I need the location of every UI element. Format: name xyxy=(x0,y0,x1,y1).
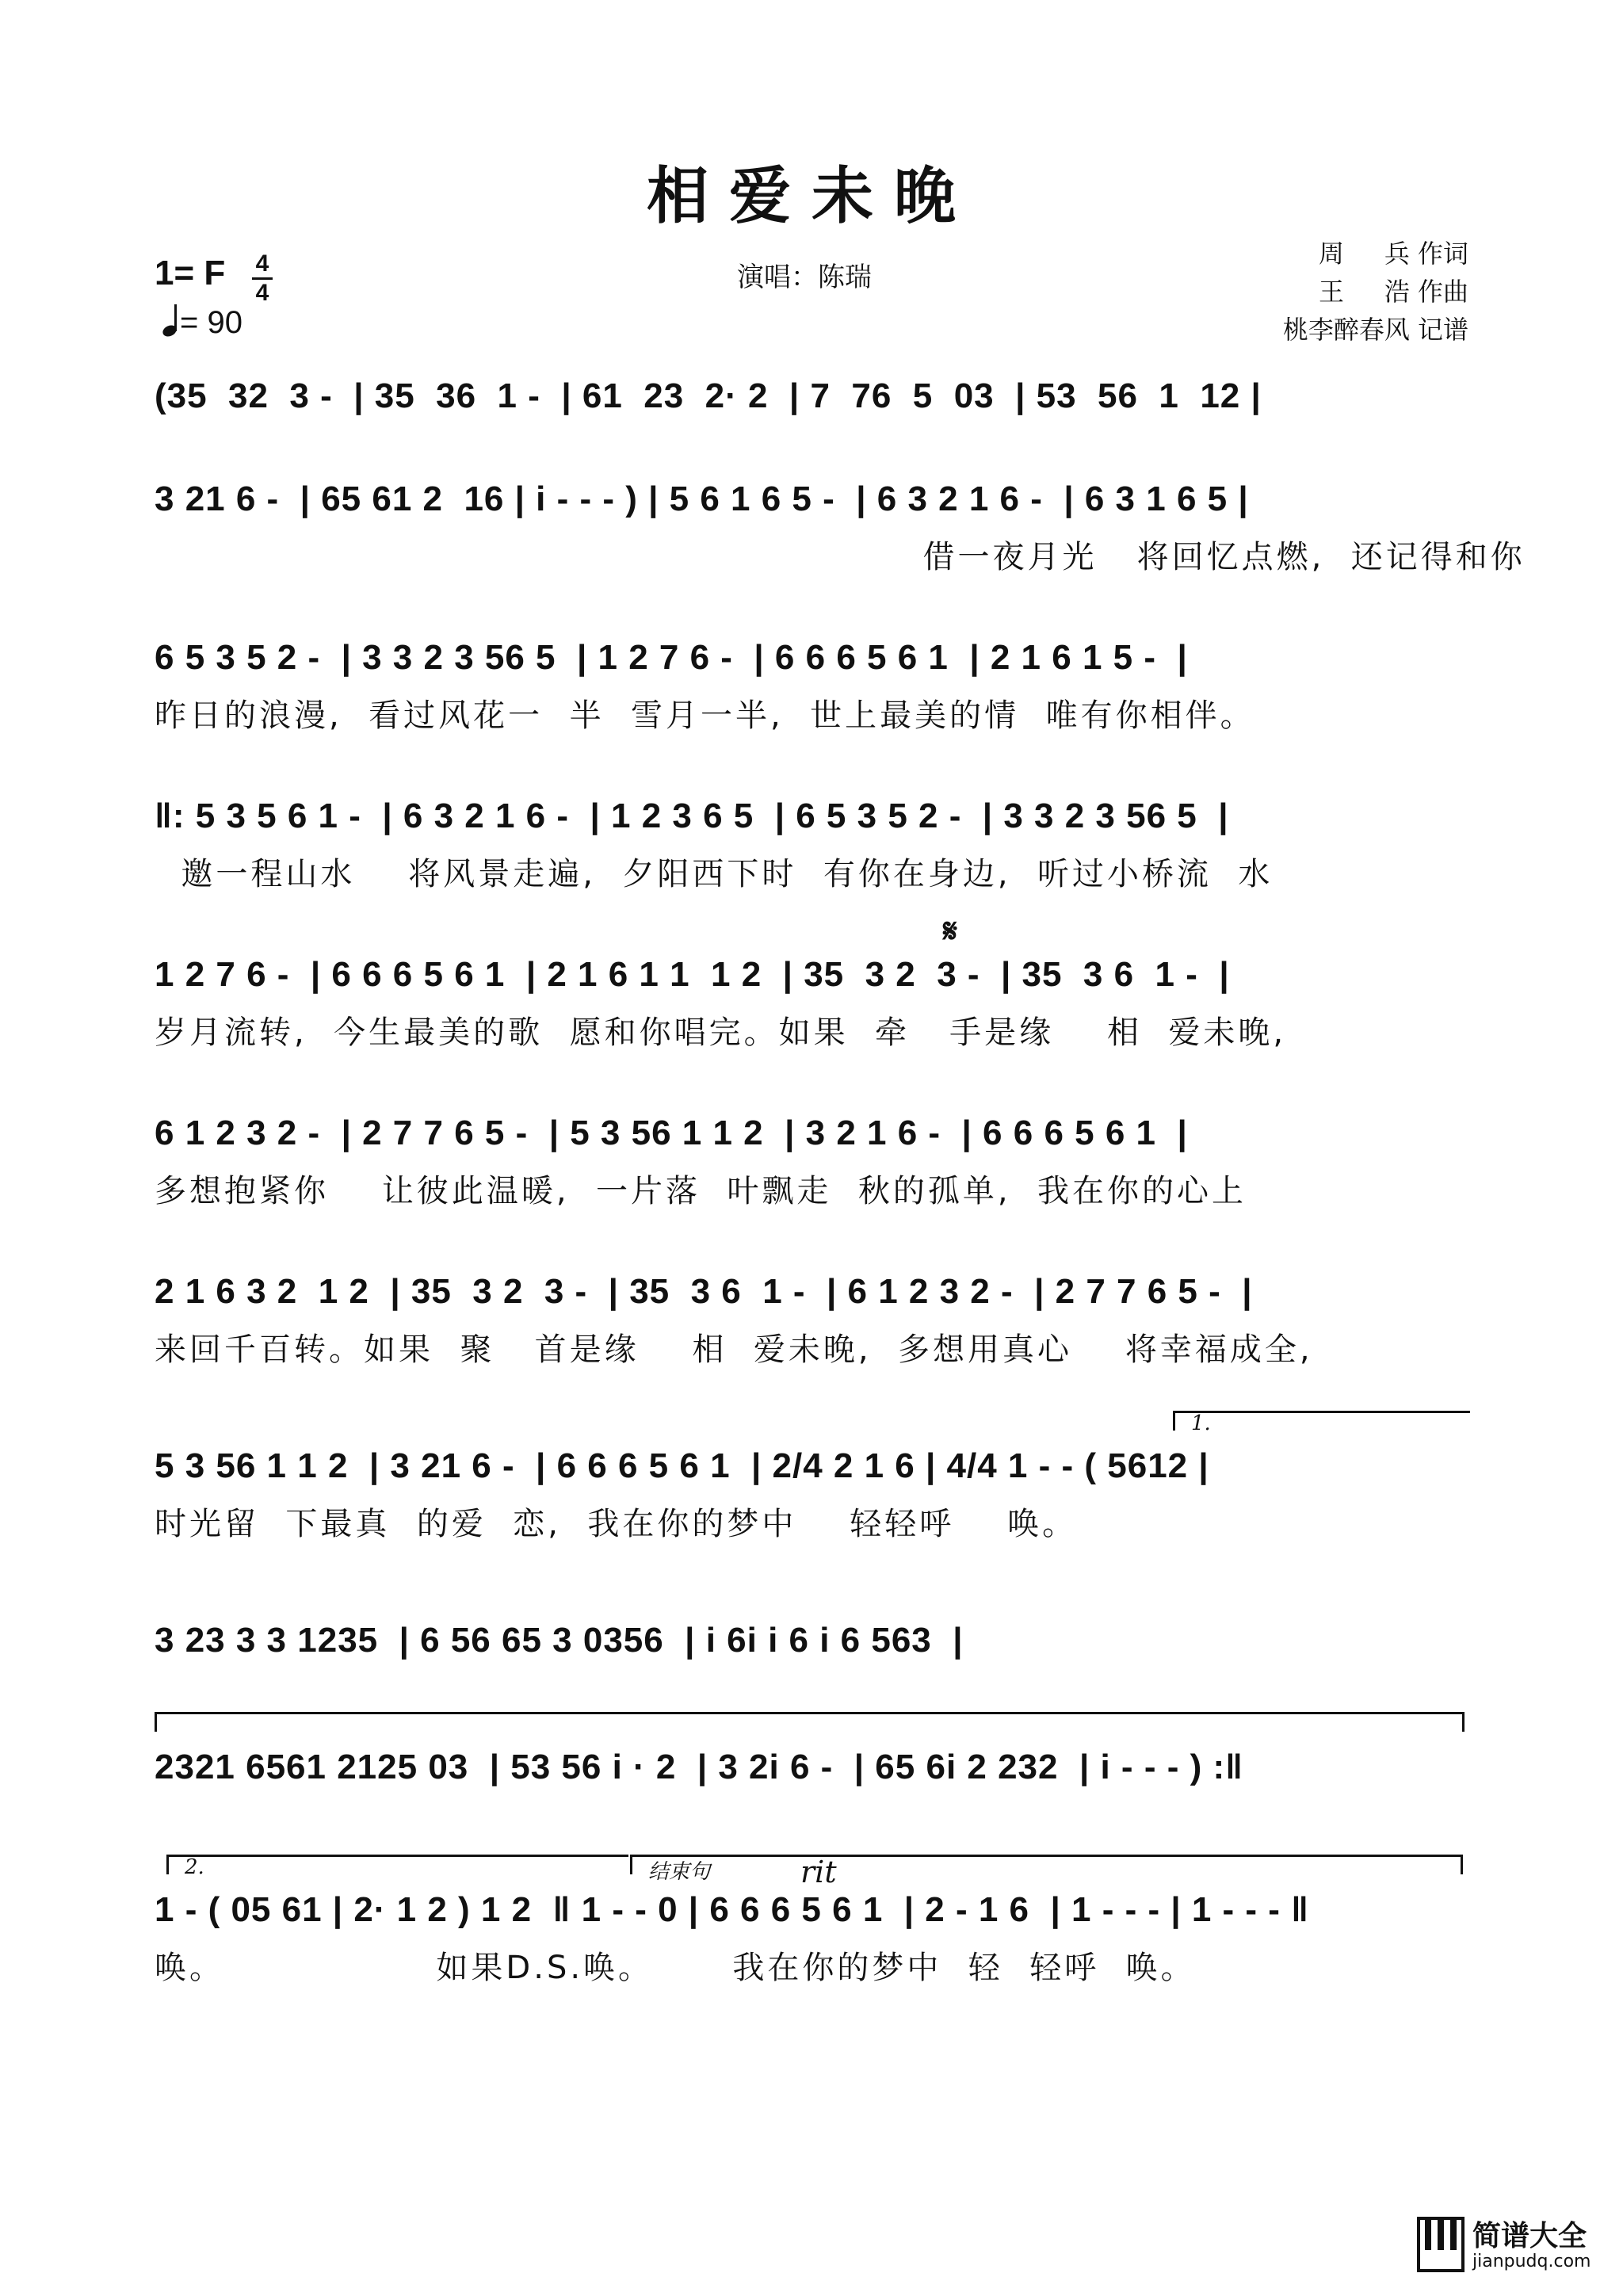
transcriber-credit: 桃李醉春风 记谱 xyxy=(1282,315,1468,345)
time-signature-bottom: 4 xyxy=(255,280,269,306)
time-signature xyxy=(252,252,273,305)
ending-bracket xyxy=(630,1855,1463,1884)
notes: 6 5 3 5 2 - | 3 3 2 3 56 5 | 1 2 7 6 - | 6 6 6 5 6 1 | 2 1 6 1 5 - | xyxy=(155,638,1188,677)
quarter-note-icon xyxy=(162,306,180,338)
lyrics: 来回千百转。如果 聚 首是缘 相 爱未晚, 多想用真心 将幸福成全, xyxy=(155,1331,1313,1368)
notes: 2 1 6 3 2 1 2 | 35 3 2 3 - | 35 3 6 1 - | 6 1 2 3 2 - | 2 7 7 6 5 - | xyxy=(155,1272,1253,1311)
singer-credit: 演唱：陈瑞 xyxy=(737,262,872,293)
volta-1-label: 1. xyxy=(1191,1412,1211,1435)
lyrics: 岁月流转, 今生最美的歌 愿和你唱完。如果 牵 手是缘 相 爱未晚, xyxy=(155,1014,1287,1051)
notes: ‖: 5 3 5 6 1 - | 6 3 2 1 6 - | 1 2 3 6 5 | 6 5 3 5 2 - | 3 3 2 3 56 5 | xyxy=(155,797,1229,835)
tempo-marking xyxy=(162,305,242,341)
notes: 1 - ( 05 61 | 2· 1 2 ) 1 2 ‖ 1 - - 0 | 6 6 6 5 6 1 | 2 - 1 6 | 1 - - - | 1 - - - ‖ xyxy=(155,1890,1310,1929)
volta-2-bracket xyxy=(166,1855,628,1879)
notes: (35 32 3 - | 35 36 1 - | 61 23 2· 2 | 7 76 5 03 | 53 56 1 12 | xyxy=(155,376,1262,415)
volta-2-label: 2. xyxy=(185,1855,204,1879)
key-signature: 1= F xyxy=(155,254,226,292)
tempo-value: = 90 xyxy=(180,305,242,340)
piano-keys-icon xyxy=(1417,2217,1465,2272)
time-signature-top: 4 xyxy=(255,250,269,277)
repeat-bracket xyxy=(155,1712,1465,1732)
lyricist-credit: 周 兵 作词 xyxy=(1318,239,1468,269)
volta-1-bracket xyxy=(1173,1411,1470,1435)
credits xyxy=(1283,235,1468,349)
rit-marking: rit xyxy=(800,1855,837,1889)
site-logo[interactable] xyxy=(1417,2212,1599,2282)
lyrics: 时光留 下最真 的爱 恋, 我在你的梦中 轻轻呼 唤。 xyxy=(155,1506,1078,1542)
notes: 3 23 3 3 1235 | 6 56 65 3 0356 | i 6i i 6 i 6 563 | xyxy=(155,1621,964,1660)
lyrics: 昨日的浪漫, 看过风花一 半 雪月一半, 世上最美的情 唯有你相伴。 xyxy=(155,697,1255,734)
ending-label: 结束句 xyxy=(648,1860,711,1884)
notes: 2321 6561 2125 03 | 53 56 i · 2 | 3 2i 6 - | 65 6i 2 232 | i - - - ) :‖ xyxy=(155,1748,1243,1786)
logo-text: 简谱大全 xyxy=(1472,2220,1587,2252)
song-title: 相爱未晚 xyxy=(646,160,976,232)
notes: 3 21 6 - | 65 61 2 16 | i - - - ) | 5 6 1 6 5 - | 6 3 2 1 6 - | 6 3 1 6 5 | xyxy=(155,479,1249,518)
notes: 5 3 56 1 1 2 | 3 21 6 - | 6 6 6 5 6 1 | 2/4 2 1 6 | 4/4 1 - - ( 5612 | xyxy=(155,1446,1209,1485)
notes: 1 2 7 6 - | 6 6 6 5 6 1 | 2 1 6 1 1 1 2 | 35 3 2 3 - | 35 3 6 1 - | xyxy=(155,955,1230,994)
lyrics: 邀一程山水 将风景走遍, 夕阳西下时 有你在身边, 听过小桥流 水 xyxy=(155,856,1274,892)
lyrics: 借一夜月光 将回忆点燃, 还记得和你 xyxy=(155,539,1526,575)
lyrics: 唤。 如果D.S.唤。 我在你的梦中 轻 轻呼 唤。 xyxy=(155,1950,1196,1986)
logo-url: jianpudq.com xyxy=(1472,2252,1591,2271)
segno-sign: 𝄋 xyxy=(943,911,958,950)
lyrics: 多想抱紧你 让彼此温暖, 一片落 叶飘走 秋的孤单, 我在你的心上 xyxy=(155,1173,1247,1209)
composer-credit: 王 浩 作曲 xyxy=(1318,277,1468,307)
notes: 6 1 2 3 2 - | 2 7 7 6 5 - | 5 3 56 1 1 2 | 3 2 1 6 - | 6 6 6 5 6 1 | xyxy=(155,1114,1188,1152)
